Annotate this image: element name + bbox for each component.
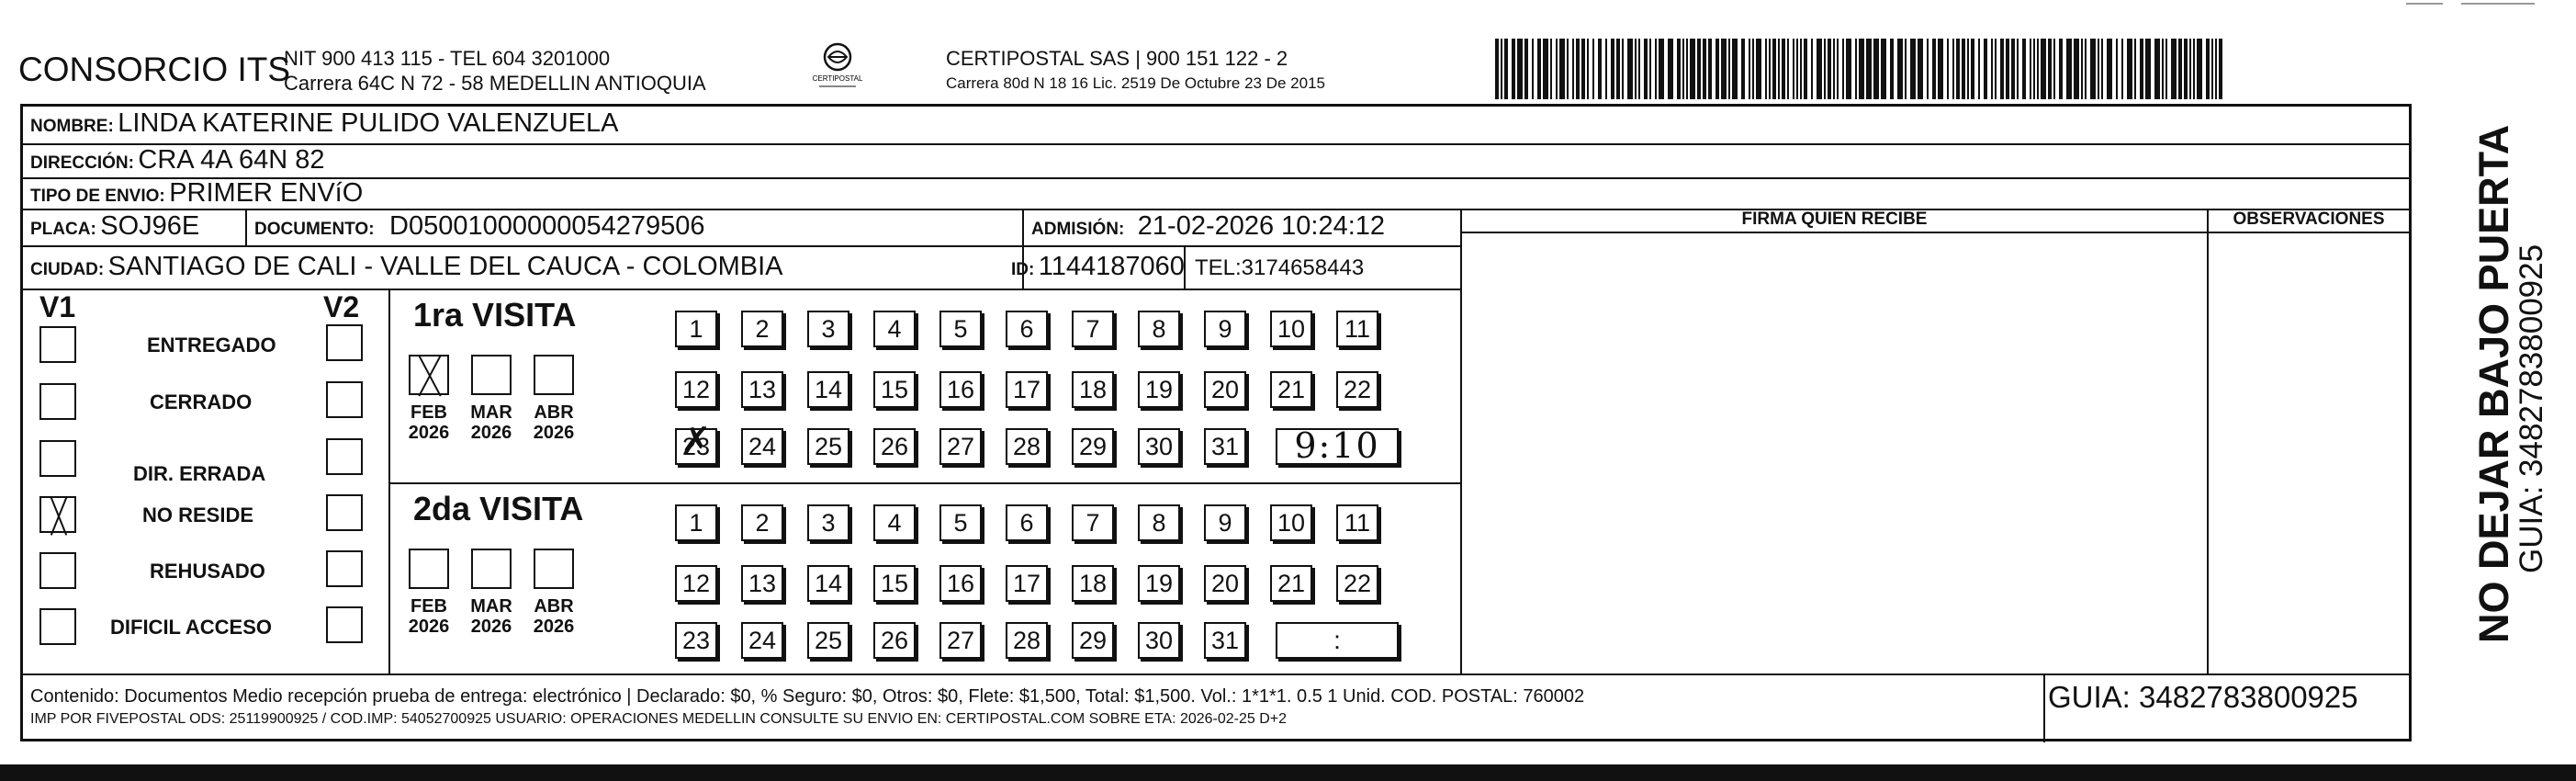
v1-checkbox[interactable] <box>39 496 76 533</box>
barcode-bar <box>1866 39 1872 99</box>
barcode-bar <box>2098 39 2099 99</box>
day-box[interactable]: 18 <box>1072 565 1114 602</box>
barcode-bar <box>2022 39 2026 99</box>
day-box[interactable]: 17 <box>1006 565 1048 602</box>
time-box[interactable]: 9:10 <box>1276 428 1399 465</box>
day-box[interactable]: 3 <box>807 311 849 347</box>
barcode-bar <box>1782 39 1785 99</box>
day-box[interactable]: 23 ✗ <box>675 428 717 465</box>
no-dejar-notice: NO DEJAR BAJO PUERTA <box>2470 124 2517 643</box>
month-label <box>403 596 455 637</box>
day-box[interactable]: 9 <box>1204 311 1246 347</box>
divider <box>23 177 2409 179</box>
barcode-bar <box>1842 39 1844 99</box>
barcode-bar <box>2162 39 2164 99</box>
company-info <box>284 46 706 96</box>
barcode-bar <box>2033 39 2035 99</box>
barcode-bar <box>2171 39 2177 99</box>
divider <box>23 143 2409 145</box>
barcode-bar <box>1793 39 1794 99</box>
day-box[interactable]: 20 <box>1204 565 1246 602</box>
barcode-bar <box>2116 39 2118 99</box>
day-box[interactable]: 5 <box>939 504 982 541</box>
barcode-bar <box>2053 39 2055 99</box>
day-box[interactable]: 2 <box>741 311 783 347</box>
barcode-bar <box>1800 39 1802 99</box>
id-label: ID: <box>1011 260 1035 279</box>
status-label: NO RESIDE <box>142 504 254 526</box>
barcode-bar <box>2090 39 2096 99</box>
month-checkbox[interactable] <box>471 355 512 395</box>
documento-row <box>254 211 705 242</box>
barcode-bar <box>1690 39 1695 99</box>
time-box[interactable]: : <box>1276 622 1399 659</box>
day-box[interactable]: 16 <box>939 565 982 602</box>
barcode-bar <box>1495 39 1499 99</box>
day-box[interactable]: 12 <box>675 371 717 408</box>
barcode-bar <box>1611 39 1614 99</box>
barcode-bar <box>1932 39 1936 99</box>
barcode-bar <box>1537 39 1541 99</box>
barcode-bar <box>1708 39 1712 99</box>
barcode-bar <box>2107 39 2112 99</box>
barcode-bar <box>1984 39 1987 99</box>
barcode-bar <box>2066 39 2072 99</box>
barcode-bar <box>1918 39 1923 99</box>
barcode-bar <box>2030 39 2031 99</box>
footer-print-info: IMP POR FIVEPOSTAL ODS: 25119900925 / COD.IMP: 54052700925 USUARIO: OPERACIONES MEDELLIN CONSULTE SU ENVIO EN: CERTIPOSTAL.COM SOBRE ETA: 2026-02-25 D+2 <box>30 711 1288 727</box>
barcode-bar <box>1765 39 1767 99</box>
barcode-bar <box>1556 39 1558 99</box>
day-box[interactable]: 21 <box>1270 371 1312 408</box>
day-box[interactable]: 11 <box>1336 311 1378 347</box>
divider <box>23 673 2409 675</box>
v2-checkbox[interactable] <box>326 381 363 418</box>
day-box[interactable]: 26 <box>873 622 916 659</box>
day-box[interactable]: 11 <box>1336 504 1378 541</box>
barcode-bar <box>1576 39 1580 99</box>
firma-header: FIRMA QUIEN RECIBE <box>1741 209 1928 229</box>
v1-checkbox[interactable] <box>39 440 76 477</box>
divider <box>2207 209 2209 673</box>
month-label <box>466 596 517 637</box>
barcode-bar <box>1721 39 1727 99</box>
day-box[interactable]: 28 <box>1006 428 1048 465</box>
barcode-bar <box>1978 39 1980 99</box>
barcode-bar <box>2145 39 2151 99</box>
month-name: FEB <box>411 402 447 423</box>
barcode-bar <box>1772 39 1776 99</box>
barcode <box>1495 39 2225 99</box>
v1-checkbox[interactable] <box>39 326 76 363</box>
month-year: 2026 <box>533 617 575 637</box>
barcode-bar <box>1504 39 1508 99</box>
month-checkbox[interactable] <box>471 549 512 589</box>
barcode-bar <box>1910 39 1916 99</box>
first-visit-title: 1ra VISITA <box>413 296 577 334</box>
barcode-bar <box>1677 39 1681 99</box>
barcode-bar <box>1952 39 1954 99</box>
v2-checkbox[interactable] <box>326 494 363 531</box>
documento-value: D05001000000054279506 <box>389 211 705 241</box>
id-row <box>1011 252 1185 282</box>
nombre-row <box>30 108 619 139</box>
status-label: CERRADO <box>150 390 253 413</box>
admision-label: ADMISIÓN: <box>1031 220 1125 239</box>
barcode-bar <box>2154 39 2160 99</box>
barcode-bar <box>1659 39 1664 99</box>
barcode-bar <box>1605 39 1607 99</box>
barcode-bar <box>2000 39 2004 99</box>
direccion-value: CRA 4A 64N 82 <box>138 145 325 175</box>
day-box[interactable]: 10 <box>1270 504 1312 541</box>
barcode-bar <box>1532 39 1534 99</box>
month-year: 2026 <box>470 617 512 637</box>
day-box[interactable]: 14 <box>807 371 849 408</box>
barcode-bar <box>1627 39 1633 99</box>
guia-number: GUIA: 3482783800925 <box>2048 680 2358 714</box>
barcode-bar <box>2048 39 2052 99</box>
barcode-bar <box>1572 39 1574 99</box>
month-label <box>528 402 579 443</box>
ciudad-row <box>30 252 783 282</box>
month-checkbox[interactable] <box>534 355 574 395</box>
month-name: MAR <box>470 596 512 617</box>
day-box[interactable]: 13 <box>741 371 783 408</box>
barcode-bar <box>2121 39 2123 99</box>
barcode-bar <box>1550 39 1552 99</box>
company-nit: NIT 900 413 115 - TEL 604 3201000 <box>284 47 611 70</box>
barcode-bar <box>1649 39 1651 99</box>
day-box[interactable]: 1 <box>675 311 717 347</box>
divider <box>388 289 390 673</box>
day-box[interactable]: 31 <box>1204 622 1246 659</box>
certipostal-nit: CERTIPOSTAL SAS | 900 151 122 - 2 <box>946 47 1288 70</box>
barcode-bar <box>2101 39 2103 99</box>
v1-header: V1 <box>39 290 76 323</box>
day-box[interactable]: 24 <box>741 622 783 659</box>
barcode-bar <box>1859 39 1864 99</box>
barcode-bar <box>1543 39 1548 99</box>
placa-row <box>30 211 199 242</box>
barcode-bar <box>2189 39 2191 99</box>
day-box[interactable]: 2 <box>741 504 783 541</box>
barcode-bar <box>2006 39 2009 99</box>
side-guia: GUIA: 3482783800925 <box>2514 243 2549 573</box>
footer-content: Contenido: Documentos Medio recepción prueba de entrega: electrónico | Declarado: $0, % Seguro: $0, Otros: $0, Flete: $1,500, Total: $1,500. Vol.: 1*1*1. 0.5 1 Unid. COD. POSTAL: 760002 <box>30 686 1585 707</box>
id-value: 1144187060 <box>1038 252 1185 281</box>
barcode-bar <box>1756 39 1761 99</box>
day-box[interactable]: 10 <box>1270 311 1312 347</box>
month-label <box>528 596 579 637</box>
barcode-bar <box>2193 39 2195 99</box>
direccion-label: DIRECCIÓN: <box>30 153 134 173</box>
v2-checkbox[interactable] <box>326 550 363 587</box>
month-year: 2026 <box>533 423 575 443</box>
barcode-bar <box>1592 39 1594 99</box>
day-box[interactable]: 4 <box>873 311 916 347</box>
day-box[interactable]: 27 <box>939 622 982 659</box>
day-box[interactable]: 20 <box>1204 371 1246 408</box>
barcode-bar <box>1741 39 1745 99</box>
divider <box>388 482 1462 484</box>
barcode-bar <box>2140 39 2143 99</box>
barcode-bar <box>1947 39 1949 99</box>
barcode-bar <box>1749 39 1750 99</box>
day-box[interactable]: 15 <box>873 371 916 408</box>
barcode-bar <box>1971 39 1974 99</box>
barcode-bar <box>2215 39 2217 99</box>
certipostal-license: Carrera 80d N 18 16 Lic. 2519 De Octubre 23 De 2015 <box>946 74 1325 92</box>
barcode-bar <box>1728 39 1730 99</box>
ciudad-value: SANTIAGO DE CALI - VALLE DEL CAUCA - COLOMBIA <box>107 252 783 281</box>
barcode-bar <box>1598 39 1602 99</box>
day-box[interactable]: 9 <box>1204 504 1246 541</box>
month-checkbox[interactable] <box>409 549 449 589</box>
barcode-bar <box>1956 39 1960 99</box>
bottom-edge <box>0 764 2576 781</box>
barcode-bar <box>1581 39 1585 99</box>
barcode-bar <box>1644 39 1648 99</box>
divider <box>1460 232 2409 233</box>
logo-caption: CERTIPOSTAL <box>812 74 863 83</box>
certipostal-logo <box>810 40 865 94</box>
status-label: ENTREGADO <box>147 334 276 357</box>
month-checkbox[interactable] <box>534 549 574 589</box>
barcode-bar <box>2206 39 2210 99</box>
v1-checkbox[interactable] <box>39 383 76 420</box>
barcode-bar <box>1796 39 1798 99</box>
v2-checkbox[interactable] <box>326 324 363 361</box>
nombre-value: LINDA KATERINE PULIDO VALENZUELA <box>118 108 619 138</box>
day-box[interactable]: 25 <box>807 428 849 465</box>
barcode-bar <box>1995 39 1997 99</box>
v2-checkbox[interactable] <box>326 438 363 475</box>
tel-value: TEL:3174658443 <box>1195 255 1365 280</box>
barcode-bar <box>2165 39 2167 99</box>
tipo-value: PRIMER ENVíO <box>169 178 364 208</box>
day-box[interactable]: 18 <box>1072 371 1114 408</box>
delivery-form <box>20 104 2412 741</box>
day-box[interactable]: 22 <box>1336 565 1378 602</box>
nombre-label: NOMBRE: <box>30 117 114 136</box>
day-box[interactable]: 17 <box>1006 371 1048 408</box>
month-label <box>466 402 517 443</box>
barcode-bar <box>1752 39 1754 99</box>
v2-checkbox[interactable] <box>326 606 363 643</box>
v1-checkbox[interactable] <box>39 608 76 645</box>
day-box[interactable]: 29 <box>1072 622 1114 659</box>
day-box[interactable]: 31 <box>1204 428 1246 465</box>
barcode-bar <box>1703 39 1706 99</box>
barcode-bar <box>1905 39 1907 99</box>
barcode-bar <box>1787 39 1789 99</box>
status-label: REHUSADO <box>150 560 265 583</box>
barcode-bar <box>2081 39 2083 99</box>
status-label: DIR. ERRADA <box>133 462 266 485</box>
barcode-bar <box>1622 39 1624 99</box>
day-box[interactable]: 21 <box>1270 565 1312 602</box>
barcode-bar <box>2219 39 2222 99</box>
day-box[interactable]: 28 <box>1006 622 1048 659</box>
day-box[interactable]: 6 <box>1006 311 1048 347</box>
admision-value: 21-02-2026 10:24:12 <box>1137 211 1386 241</box>
barcode-bar <box>2041 39 2046 99</box>
status-label: DIFICIL ACCESO <box>110 616 273 639</box>
tipo-label: TIPO DE ENVIO: <box>30 187 165 206</box>
company-name: CONSORCIO ITS <box>18 51 291 88</box>
barcode-bar <box>1655 39 1657 99</box>
day-box[interactable]: 5 <box>939 311 982 347</box>
barcode-bar <box>1962 39 1965 99</box>
day-box[interactable]: 24 <box>741 428 783 465</box>
day-box[interactable]: 25 <box>807 622 849 659</box>
month-name: ABR <box>534 402 574 423</box>
barcode-bar <box>2197 39 2202 99</box>
day-box[interactable]: 7 <box>1072 504 1114 541</box>
barcode-bar <box>1524 39 1528 99</box>
barcode-bar <box>1559 39 1565 99</box>
scan-marks <box>2388 0 2571 7</box>
barcode-bar <box>1697 39 1701 99</box>
barcode-bar <box>2059 39 2063 99</box>
barcode-bar <box>1512 39 1515 99</box>
v2-header: V2 <box>323 290 360 323</box>
month-year: 2026 <box>408 617 450 637</box>
barcode-bar <box>1587 39 1589 99</box>
barcode-bar <box>2127 39 2132 99</box>
day-box[interactable]: 29 <box>1072 428 1114 465</box>
barcode-bar <box>2178 39 2182 99</box>
divider <box>2043 673 2045 742</box>
day-box[interactable]: 27 <box>939 428 982 465</box>
day-box[interactable]: 8 <box>1138 504 1180 541</box>
admision-row <box>1031 211 1385 242</box>
barcode-bar <box>1881 39 1886 99</box>
second-visit-title: 2da VISITA <box>413 490 584 527</box>
v1-checkbox[interactable] <box>39 552 76 589</box>
barcode-bar <box>1873 39 1879 99</box>
day-box[interactable]: 6 <box>1006 504 1048 541</box>
month-name: FEB <box>411 596 447 617</box>
barcode-bar <box>1828 39 1831 99</box>
barcode-bar <box>1846 39 1851 99</box>
barcode-bar <box>2074 39 2079 99</box>
month-name: ABR <box>534 596 574 617</box>
certipostal-info <box>946 46 1325 96</box>
month-checkbox[interactable] <box>409 355 449 395</box>
day-box[interactable]: 22 <box>1336 371 1378 408</box>
day-box[interactable]: 14 <box>807 565 849 602</box>
month-name: MAR <box>470 402 512 423</box>
day-box[interactable]: 30 <box>1138 428 1180 465</box>
day-box[interactable]: 12 <box>675 565 717 602</box>
tipo-row <box>30 178 363 209</box>
barcode-bar <box>1616 39 1620 99</box>
day-box[interactable]: 19 <box>1138 371 1180 408</box>
barcode-bar <box>1938 39 1943 99</box>
day-box[interactable]: 8 <box>1138 311 1180 347</box>
barcode-bar <box>1517 39 1523 99</box>
barcode-bar <box>1967 39 1969 99</box>
barcode-bar <box>1804 39 1807 99</box>
barcode-bar <box>1778 39 1780 99</box>
month-year: 2026 <box>408 423 450 443</box>
barcode-bar <box>1991 39 1993 99</box>
day-box[interactable]: 26 <box>873 428 916 465</box>
barcode-bar <box>1501 39 1502 99</box>
barcode-bar <box>2184 39 2188 99</box>
barcode-bar <box>1855 39 1857 99</box>
barcode-bar <box>2134 39 2136 99</box>
day-box[interactable]: 1 <box>675 504 717 541</box>
barcode-bar <box>1837 39 1839 99</box>
direccion-row <box>30 145 325 175</box>
barcode-bar <box>1635 39 1637 99</box>
barcode-bar <box>2085 39 2087 99</box>
barcode-bar <box>1682 39 1684 99</box>
barcode-bar <box>2017 39 2019 99</box>
barcode-bar <box>1897 39 1903 99</box>
barcode-bar <box>1927 39 1929 99</box>
day-box[interactable]: 3 <box>807 504 849 541</box>
barcode-bar <box>1638 39 1640 99</box>
divider <box>245 209 247 245</box>
day-box[interactable]: 23 <box>675 622 717 659</box>
barcode-bar <box>1811 39 1813 99</box>
documento-label: DOCUMENTO: <box>254 220 375 239</box>
company-address: Carrera 64C N 72 - 58 MEDELLIN ANTIOQUIA <box>284 72 706 95</box>
barcode-bar <box>1890 39 1894 99</box>
barcode-bar <box>1686 39 1688 99</box>
ciudad-label: CIUDAD: <box>30 260 105 279</box>
barcode-bar <box>1668 39 1673 99</box>
barcode-bar <box>1567 39 1569 99</box>
barcode-bar <box>1824 39 1826 99</box>
month-year: 2026 <box>470 423 512 443</box>
month-label <box>403 402 455 443</box>
barcode-bar <box>2037 39 2039 99</box>
observaciones-header: OBSERVACIONES <box>2233 209 2385 229</box>
day-box[interactable]: 15 <box>873 565 916 602</box>
day-box[interactable]: 16 <box>939 371 982 408</box>
placa-label: PLACA: <box>30 220 96 239</box>
barcode-bar <box>1715 39 1719 99</box>
placa-value: SOJ96E <box>100 211 200 241</box>
barcode-bar <box>1833 39 1835 99</box>
divider <box>23 289 1462 290</box>
day-box[interactable]: 19 <box>1138 565 1180 602</box>
barcode-bar <box>2011 39 2015 99</box>
day-box[interactable]: 30 <box>1138 622 1180 659</box>
day-box[interactable]: 7 <box>1072 311 1114 347</box>
barcode-bar <box>1769 39 1771 99</box>
day-box[interactable]: 4 <box>873 504 916 541</box>
day-box[interactable]: 13 <box>741 565 783 602</box>
barcode-bar <box>1732 39 1738 99</box>
divider <box>23 245 1462 247</box>
barcode-bar <box>1817 39 1822 99</box>
divider <box>1460 209 1462 673</box>
barcode-bar <box>2211 39 2213 99</box>
